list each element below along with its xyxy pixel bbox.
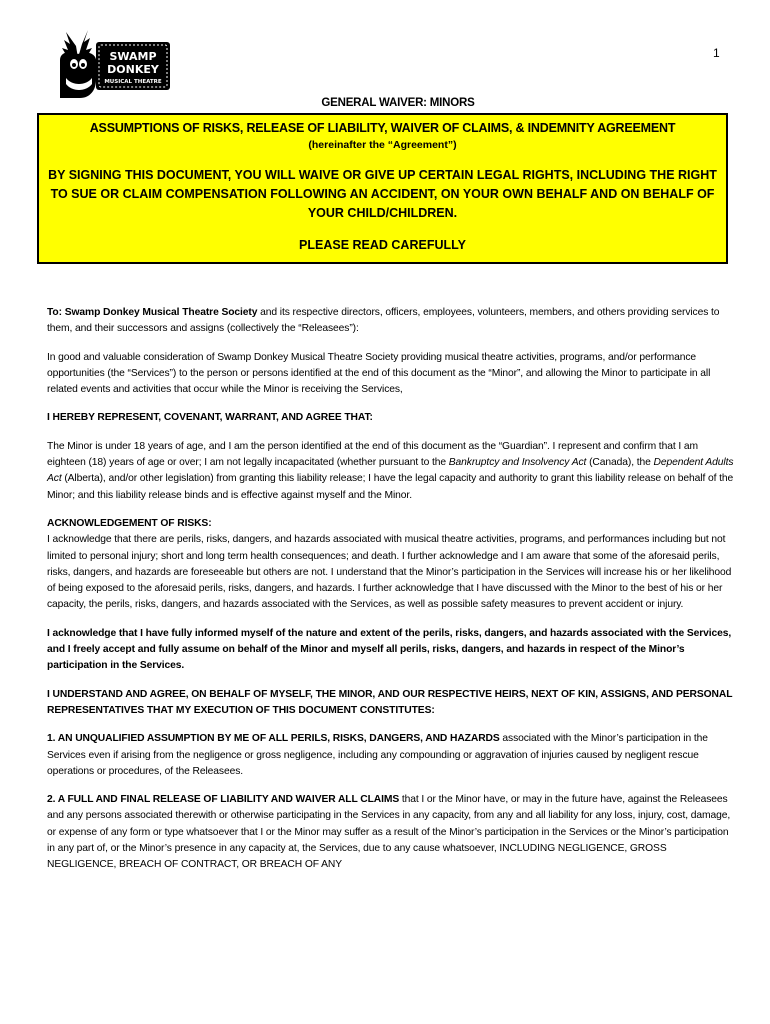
paragraph-item-1 (47, 731, 737, 780)
releasees-description: and its respective directors, officers, employees, volunteers, members, and others providing services to them, and their successors and assigns (collectively the “Releasees”): (47, 307, 720, 335)
logo-line-3: MUSICAL THEATRE (104, 79, 162, 85)
act-dependent-adults: Dependent Adults Act (47, 457, 734, 485)
item-1-heading: 1. AN UNQUALIFIED ASSUMPTION BY ME OF ALL PERILS, RISKS, DANGERS, AND HAZARDS (47, 733, 500, 745)
paragraph-informed: I acknowledge that I have fully informed myself of the nature and extent of the perils, risks, dangers, and hazards associated with the Services, and I freely accept and fully assume on behalf of the Minor and myself all perils, risks, dangers, and hazards in respect of the Minor’s participation in the Services. (47, 627, 732, 672)
logo-line-1: SWAMP (109, 50, 157, 63)
logo-line-2: DONKEY (107, 63, 159, 76)
read-carefully-notice: PLEASE READ CAREFULLY (299, 238, 466, 252)
item-1-text: associated with the Minor’s participation in the Services even if arising from the negligence or gross negligence, including any compounding or aggravation of injuries caused by negligent rescue operations or procedures, of the Releasees. (47, 733, 708, 777)
act-bankruptcy: Bankruptcy and Insolvency Act (448, 457, 587, 469)
paragraph-item-2 (47, 792, 737, 873)
risks-heading: ACKNOWLEDGEMENT OF RISKS: (47, 517, 212, 529)
legal-rights-warning: BY SIGNING THIS DOCUMENT, YOU WILL WAIVE OR GIVE UP CERTAIN LEGAL RIGHTS, INCLUDING THE RIGHT TO SUE OR CLAIM COMPENSATION FOLLOWING AN ACCIDENT, ON YOUR OWN BEHALF AND ON BEHALF OF YOUR CHILD/CHILDREN. (48, 168, 717, 220)
agreement-subheading: (hereinafter the “Agreement”) (308, 139, 457, 151)
risks-text: I acknowledge that there are perils, risks, dangers, and hazards associated with musical theatre activities, programs, and performances including but not limited to personal injury; short and long term health consequences; and death. I further acknowledge and I am aware that some of the aforesaid perils, risks, dangers, and hazards are foreseeable but others are not. I understand that the Minor’s participation in the Services will increase his or her likelihood of being exposed to the aforesaid perils, risks, dangers, and hazards. I further acknowledge that I have discussed with the Minor to the best of his or her capacity, the perils, risks, dangers, and hazards associated with the Services, as well as possible safety measures to prevent accident or injury. (47, 534, 732, 611)
paragraph-hereby: I HEREBY REPRESENT, COVENANT, WARRANT, AND AGREE THAT: (47, 412, 373, 424)
paragraph-understand: I UNDERSTAND AND AGREE, ON BEHALF OF MYSELF, THE MINOR, AND OUR RESPECTIVE HEIRS, NEXT OF KIN, ASSIGNS, AND PERSONAL REPRESENTATIVES THAT MY EXECUTION OF THIS DOCUMENT CONSTITUTES: (47, 688, 733, 716)
item-2-heading: 2. A FULL AND FINAL RELEASE OF LIABILITY AND WAIVER ALL CLAIMS (47, 794, 400, 806)
paragraph-risks (47, 516, 737, 614)
agreement-body (47, 305, 737, 886)
document-title: GENERAL WAIVER: MINORS (321, 97, 475, 109)
releasees-name: To: Swamp Donkey Musical Theatre Society (47, 307, 258, 318)
paragraph-guardian (47, 439, 737, 504)
agreement-heading: ASSUMPTIONS OF RISKS, RELEASE OF LIABILITY, WAIVER OF CLAIMS, & INDEMNITY AGREEMENT (89, 121, 676, 135)
guardian-text-3: (Alberta), and/or other legislation) from granting this liability release; I have the legal capacity and authority to grant this liability release on behalf of the Minor; and this liability release binds and is effective against myself and the Minor. (47, 473, 734, 501)
swamp-donkey-logo (52, 24, 174, 104)
item-2-text: that I or the Minor have, or may in the future have, against the Releasees and any persons associated therewith or otherwise participating in the Services in any capacity, from any and all liability for any loss, injury, cost, damage, or expense of any form or type whatsoever that I or the Minor may suffer as a result of the Minor’s participation in the Services or the Minor’s participation in any part of, or the Minor’s presence in any capacity at, the Services, due to any cause whatsoever, INCLUDING NEGLIGENCE, GROSS NEGLIGENCE, BREACH OF CONTRACT, OR BREACH OF ANY (47, 794, 731, 871)
warning-banner (37, 113, 728, 264)
guardian-text-1: The Minor is under 18 years of age, and I am the person identified at the end of this document as the “Guardian”. I represent and confirm that I am eighteen (18) years of age or over; I am not legally incapacitated (whether pursuant to the (47, 440, 698, 469)
paragraph-to (47, 305, 737, 338)
page-number: 1 (713, 46, 720, 60)
guardian-text-2: (Canada), the (586, 457, 654, 469)
paragraph-consideration: In good and valuable consideration of Swamp Donkey Musical Theatre Society providing musical theatre activities, programs, and/or performance opportunities (the “Services”) to the person or persons identified at the end of this document as the “Minor”, and allowing the Minor to participate in all related events and activities that occur while the Minor is receiving the Services, (47, 351, 711, 396)
